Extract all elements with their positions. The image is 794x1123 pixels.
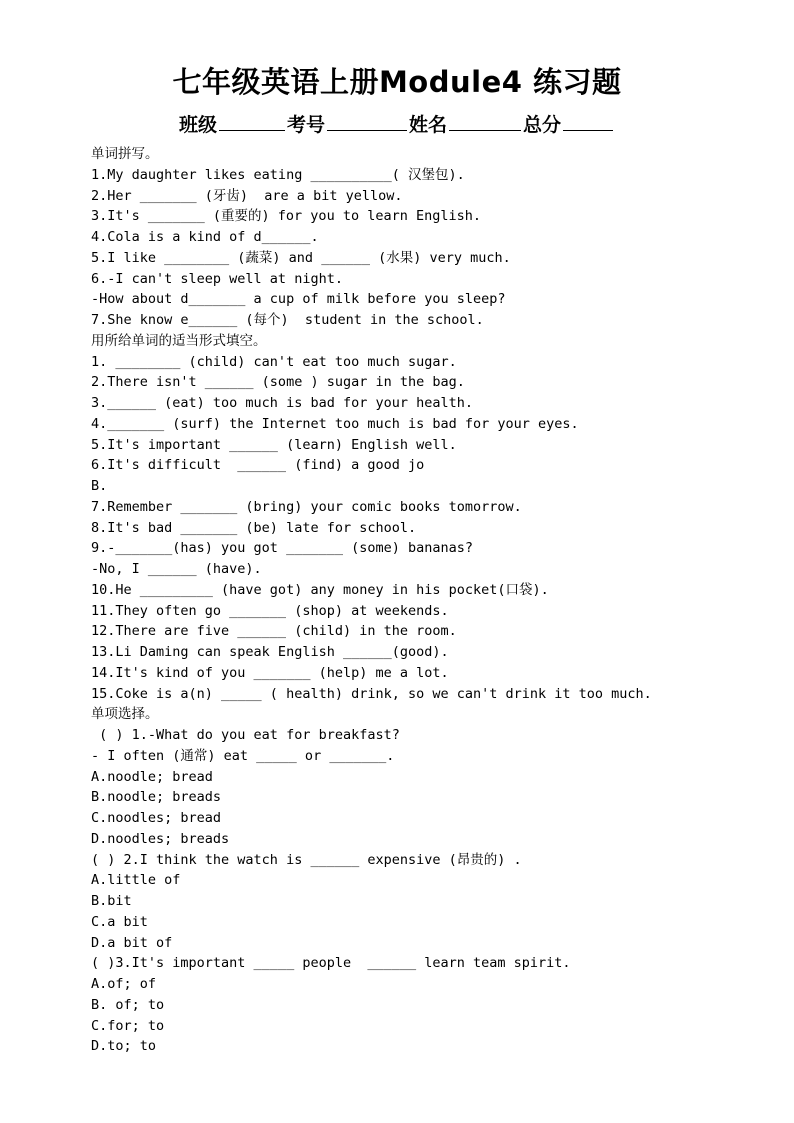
worksheet-line: D.to; to	[91, 1038, 157, 1055]
exam-no-blank	[327, 110, 407, 131]
worksheet-line: 11.They often go _______ (shop) at weekends.	[91, 602, 449, 619]
worksheet-line: 8.It's bad _______ (be) late for school.	[91, 519, 417, 536]
worksheet-line: 单词拼写。	[91, 146, 159, 162]
worksheet-line: C.for; to	[91, 1017, 165, 1034]
worksheet-line: 3.______ (eat) too much is bad for your health.	[91, 395, 474, 411]
name-label: 姓名	[409, 114, 448, 136]
name-blank	[449, 110, 521, 131]
class-blank	[219, 110, 285, 131]
worksheet-line: B.bit	[91, 893, 132, 909]
worksheet-line: 7.Remember _______ (bring) your comic books tomorrow.	[91, 498, 522, 515]
worksheet-line: B.noodle; breads	[91, 789, 222, 806]
worksheet-line: 7.She know e______ (每个) student in the school.	[91, 312, 484, 328]
worksheet-line: 用所给单词的适当形式填空。	[91, 332, 267, 349]
worksheet-line: 6.-I can't sleep well at night.	[91, 270, 343, 287]
worksheet-line: D.a bit of	[91, 934, 173, 951]
worksheet-line: 单项选择。	[91, 706, 159, 723]
worksheet-line: 1.My daughter likes eating __________( 汉堡包).	[91, 166, 465, 183]
worksheet-line: A.little of	[91, 872, 181, 889]
worksheet-line: 13.Li Daming can speak English ______(good).	[91, 644, 449, 660]
class-label: 班级	[178, 114, 217, 136]
worksheet-line: - I often (通常) eat _____ or _______.	[91, 747, 395, 764]
worksheet-line: C.noodles; bread	[91, 810, 222, 826]
worksheet-line: A.of; of	[91, 976, 157, 992]
worksheet-line: 14.It's kind of you _______ (help) me a lot.	[91, 664, 449, 681]
worksheet-line: C.a bit	[91, 913, 148, 930]
score-blank	[563, 110, 613, 131]
worksheet-line: ( ) 1.-What do you eat for breakfast?	[91, 727, 400, 743]
worksheet-line: 5.I like ________ (蔬菜) and ______ (水果) very much.	[91, 249, 511, 266]
worksheet-line: 5.It's important ______ (learn) English well.	[91, 436, 457, 453]
exam-no-label: 考号	[286, 114, 325, 136]
worksheet-line: ( ) 2.I think the watch is ______ expensive (昂贵的) .	[91, 851, 522, 868]
worksheet-line: 6.It's difficult ______ (find) a good jo	[91, 457, 425, 474]
score-label: 总分	[523, 114, 562, 136]
worksheet-line: 3.It's _______ (重要的) for you to learn English.	[91, 208, 481, 225]
worksheet-line: D.noodles; breads	[91, 830, 230, 847]
worksheet-line: 12.There are five ______ (child) in the room.	[91, 623, 457, 640]
worksheet-line: 4.Cola is a kind of d______.	[91, 229, 319, 245]
worksheet-line: 2.There isn't ______ (some ) sugar in the bag.	[91, 374, 465, 391]
worksheet-line: 15.Coke is a(n) _____ ( health) drink, so we can't drink it too much.	[91, 685, 652, 702]
worksheet-line: ( )3.It's important _____ people ______ learn team spirit.	[91, 955, 571, 972]
worksheet-line: A.noodle; bread	[91, 768, 213, 785]
worksheet-line: B.	[91, 478, 108, 494]
worksheet-line: 2.Her _______ (牙齿) are a bit yellow.	[91, 187, 403, 204]
worksheet-line: 10.He _________ (have got) any money in his pocket(口袋).	[91, 581, 549, 598]
worksheet-line: B. of; to	[91, 996, 165, 1013]
worksheet-line: 1. ________ (child) can't eat too much sugar.	[91, 353, 457, 370]
worksheet-line: 9.-_______(has) you got _______ (some) bananas?	[91, 540, 474, 557]
exercise-body	[91, 144, 781, 1057]
worksheet-line: 4._______ (surf) the Internet too much is bad for your eyes.	[91, 415, 579, 432]
student-info-row	[0, 110, 794, 139]
worksheet-line: -How about d_______ a cup of milk before you sleep?	[91, 291, 506, 308]
worksheet-line: -No, I ______ (have).	[91, 561, 262, 577]
page-title: 七年级英语上册Module4 练习题	[172, 65, 622, 99]
